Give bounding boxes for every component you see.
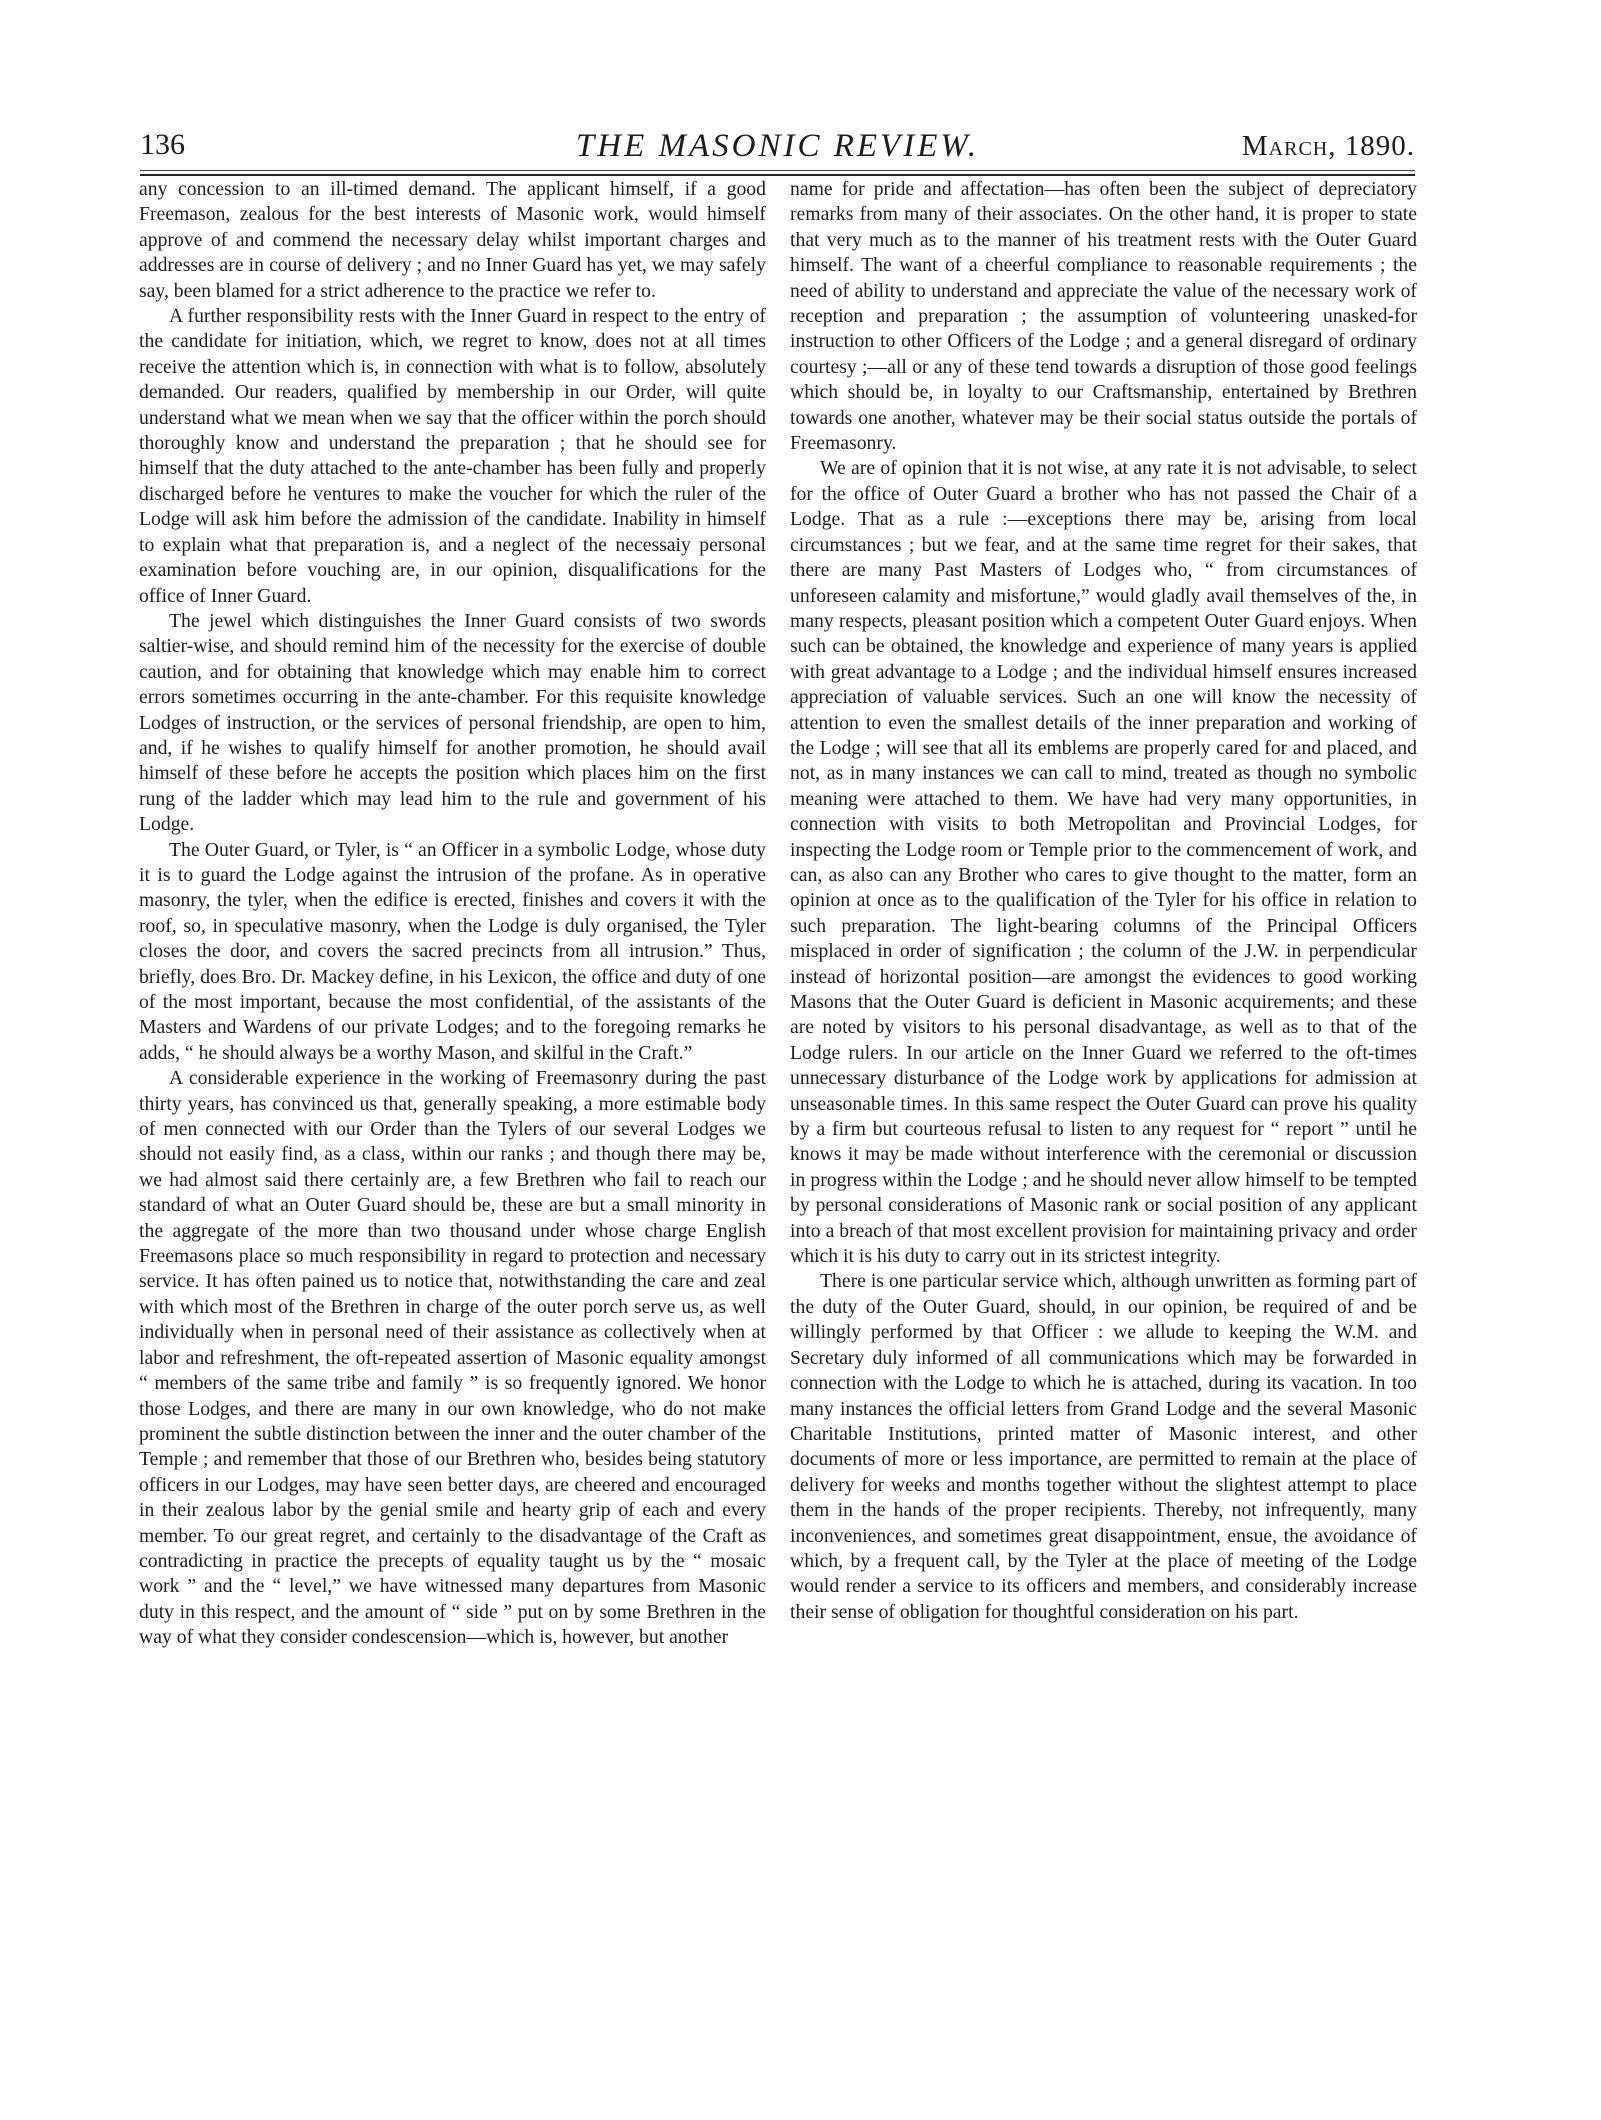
paragraph: name for pride and affectation—has often been the subject of depreciatory remarks from many of their associates. On the other hand, it is proper to state that very much as to the manner of his treatment rests with the Outer Guard himself. The want of a cheerful compliance to reasonable requirements ; the need of ability to understand and appreciate the value of the necessary work of reception and preparation ; the assumption of volunteering unasked-for instruction to other Officers of the Lodge ; and a general disregard of ordinary courtesy ;—all or any of these tend towards a disruption of those good feelings which should be, in loyalty to our Craftsmanship, entertained by Brethren towards one another, whatever may be their social status outside the portals of Freemasonry. bbox=[790, 178, 1417, 455]
right-column bbox=[790, 177, 1417, 1625]
paragraph: There is one particular service which, although unwritten as forming part of the duty of the Outer Guard, should, in our opinion, be required of and be willingly performed by that Officer : we allude to keeping the W.M. and Secretary duly informed of all communications which may be forwarded in connection with the Lodge to which he is attached, during its vacation. In too many instances the official letters from Grand Lodge and the several Masonic Charitable Institutions, printed matter of Masonic interest, and other documents of more or less importance, are permitted to remain at the place of delivery for weeks and months together without the slightest attempt to place them in the hands of the proper recipients. Thereby, not infrequently, many inconveniences, and sometimes great disappointment, ensue, the avoidance of which, by a frequent call, by the Tyler at the place of meeting of the Lodge would render a service to its officers and members, and considerably increase their sense of obligation for thoughtful consideration on his part. bbox=[790, 1270, 1417, 1623]
running-title: THE MASONIC REVIEW. bbox=[575, 128, 980, 164]
paragraph: The Outer Guard, or Tyler, is “ an Officer in a symbolic Lodge, whose duty it is to guard the Lodge against the intrusion of the profane. As in operative masonry, the tyler, when the edifice is erected, finishes and covers it with the roof, so, in speculative masonry, when the Lodge is duly organised, the Tyler closes the door, and covers the sacred precincts from all intrusion.” Thus, briefly, does Bro. Dr. Mackey define, in his Lexicon, the office and duty of one of the most important, because the most confidential, of the assistants of the Masters and Wardens of our private Lodges; and to the foregoing remarks he adds, “ he should always be a worthy Mason, and skilful in the Craft.” bbox=[139, 838, 766, 1064]
header-rule bbox=[140, 170, 1415, 171]
paragraph: A further responsibility rests with the Inner Guard in respect to the entry of the candidate for initiation, which, we regret to know, does not at all times receive the attention which is, in connection with what is to follow, absolutely demanded. Our readers, qualified by membership in our Order, will quite understand what we mean when we say that the officer within the porch should thoroughly know and understand the preparation ; that he should see for himself that the duty attached to the ante-chamber has been fully and properly discharged before he ventures to make the voucher for which the ruler of the Lodge will ask him before the admission of the candidate. Inability in himself to explain what that preparation is, and a neglect of the necessaiy personal examination before vouching are, in our opinion, disqualifications for the office of Inner Guard. bbox=[139, 305, 766, 607]
paragraph: A considerable experience in the working of Freemasonry during the past thirty years, has convinced us that, generally speaking, a more estimable body of men connected with our Order than the Tylers of our several Lodges we should not easily find, as a class, within our ranks ; and though there may be, we had almost said there certainly are, a few Brethren who fail to reach our standard of what an Outer Guard should be, these are but a small minority in the aggregate of the more than two thousand under whose charge English Freemasons place so much responsibility in regard to protection and necessary service. It has often pained us to notice that, notwithstanding the care and zeal with which most of the Brethren in charge of the outer porch serve us, as well individually when in personal need of their assistance as collectively when at labor and refreshment, the oft-repeated assertion of Masonic equality amongst “ members of the same tribe and family ” is so frequently ignored. We honor those Lodges, and there are many in our own knowledge, who do not make prominent the subtle distinction between the inner and the outer chamber of the Temple ; and remember that those of our Brethren who, besides being statutory officers in our Lodges, may have seen better days, are cheered and encouraged in their zealous labor by the genial smile and hearty grip of each and every member. To our great regret, and certainly to the disadvantage of the Craft as contradicting in practice the precepts of equality taught us by the “ mosaic work ” and the “ level,” we have witnessed many departures from Masonic duty in this respect, and the amount of “ side ” put on by some Brethren in the way of what they consider condescension—which is, however, but another bbox=[139, 1067, 766, 1649]
header-rule-thick bbox=[140, 174, 1415, 176]
paragraph: The jewel which distinguishes the Inner Guard consists of two swords saltier-wise, and should remind him of the necessity for the exercise of double caution, and for obtaining that knowledge which may enable him to correct errors sometimes occurring in the ante-chamber. For this requisite knowledge Lodges of instruction, or the services of personal friendship, are open to him, and, if he wishes to qualify himself for another promotion, he should avail himself of these before he accepts the position which places him on the first rung of the ladder which may lead him to the rule and government of his Lodge. bbox=[139, 609, 766, 836]
issue-date: March, 1890. bbox=[1241, 130, 1415, 162]
paragraph: any concession to an ill-timed demand. The applicant himself, if a good Freemason, zealous for the best interests of Masonic work, would himself approve of and commend the necessary delay whilst important charges and addresses are in course of delivery ; and no Inner Guard has yet, we may safely say, been blamed for a strict adherence to the practice we refer to. bbox=[139, 178, 766, 302]
left-column bbox=[139, 177, 766, 1651]
page-number: 136 bbox=[140, 128, 185, 161]
paragraph: We are of opinion that it is not wise, at any rate it is not advisable, to select for the office of Outer Guard a brother who has not passed the Chair of a Lodge. That as a rule :—exceptions there may be, arising from local circumstances ; but we fear, and at the same time regret for their sakes, that there are many Past Masters of Lodges who, “ from circumstances of unforeseen calamity and misfortune,” would gladly avail themselves of the, in many respects, pleasant position which a competent Outer Guard enjoys. When such can be obtained, the knowledge and experience of many years is applied with great advantage to a Lodge ; and the individual himself ensures increased appreciation of valuable services. Such an one will know the necessity of attention to even the smallest details of the inner preparation and working of the Lodge ; will see that all its emblems are properly cared for and placed, and not, as in many instances we can call to mind, treated as though no symbolic meaning were attached to them. We have had very many opportunities, in connection with visits to both Metropolitan and Provincial Lodges, for inspecting the Lodge room or Temple prior to the commencement of work, and can, as also can any Brother who cares to give thought to the matter, form an opinion at once as to the qualification of the Tyler for his office in relation to such preparation. The light-bearing columns of the Principal Officers misplaced in order of signification ; the column of the J.W. in perpendicular instead of horizontal position—are amongst the evidences to good working Masons that the Outer Guard is deficient in Masonic acquirements; and these are noted by visitors to his personal disadvantage, as well as to that of the Lodge rulers. In our article on the Inner Guard we referred to the oft-times unnecessary disturbance of the Lodge work by applications for admission at unseasonable times. In this same respect the Outer Guard can prove his quality by a firm but courteous refusal to listen to any request for “ report ” until he knows it may be made without interference with the ceremonial or discussion in progress within the Lodge ; and he should never allow himself to be tempted by personal considerations of Masonic rank or social position of any applicant into a breach of that most excellent provision for maintaining privacy and order which it is his duty to carry out in its strictest integrity. bbox=[790, 457, 1417, 1268]
page-header bbox=[140, 128, 1415, 168]
